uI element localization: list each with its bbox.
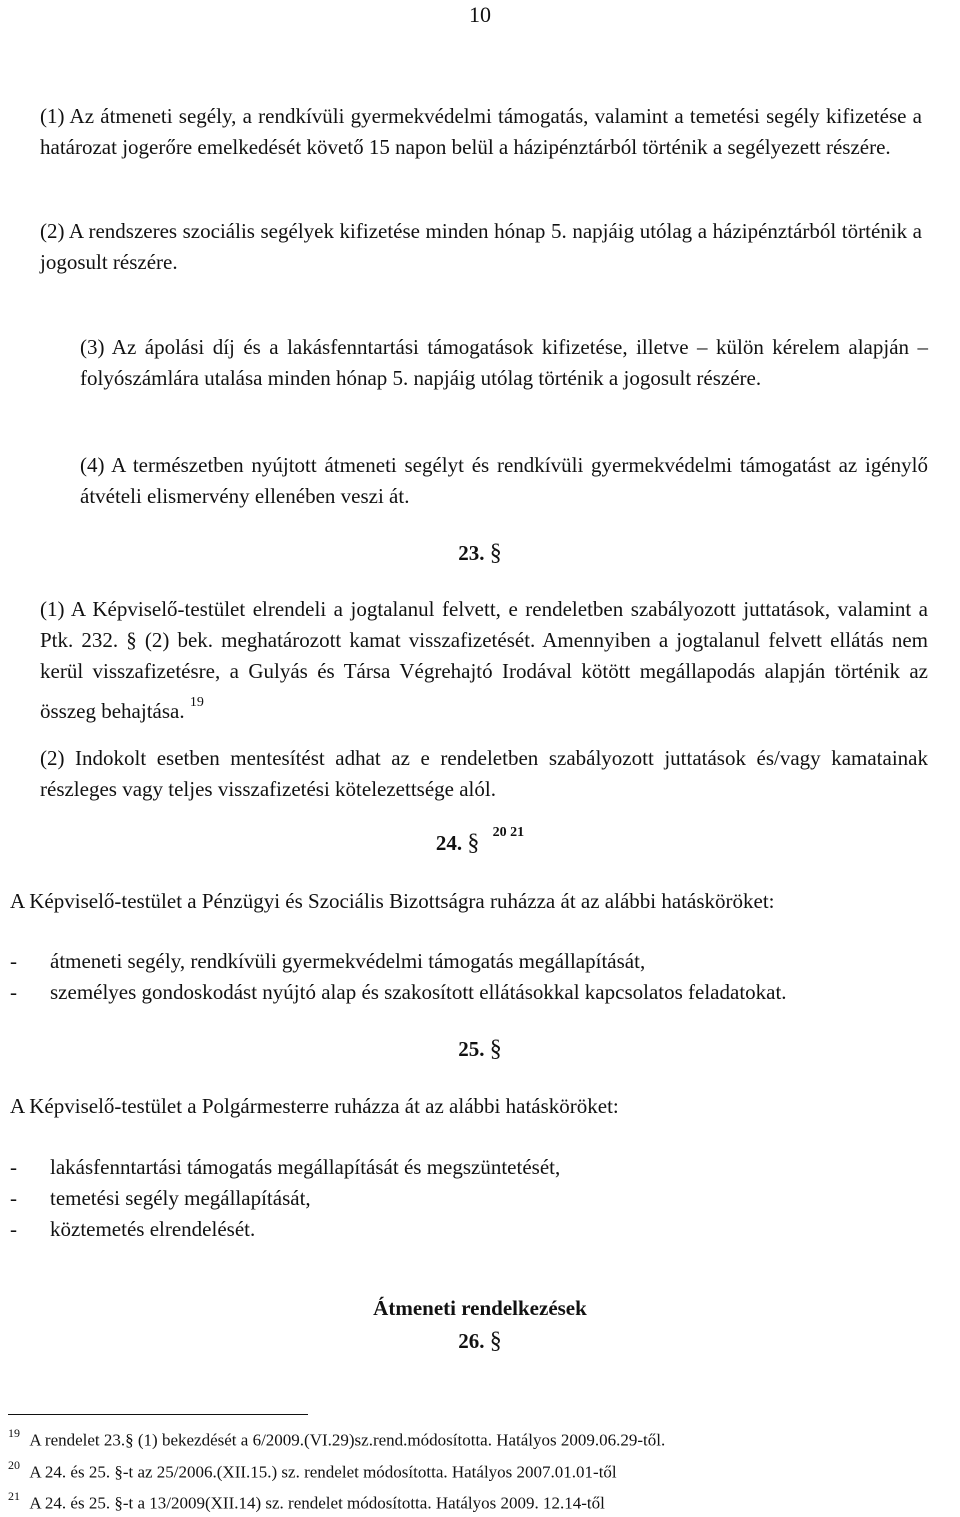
paragraph-22-1: (1) Az átmeneti segély, a rendkívüli gyermekvédelmi támogatás, valamint a temetési segély kifizetése a határozat jogerőre emelkedését követő 15 napon belül a házipénztárból történik a segélyezett részére. [40,104,922,159]
section-26-number: 26. [458,1329,485,1353]
section-25-list [10,1152,950,1245]
paragraph-22-4: (4) A természetben nyújtott átmeneti segélyt és rendkívüli gyermekvédelmi támogatást az igénylő átvételi elismervény ellenében veszi át. [80,453,928,508]
list-item-text: lakásfenntartási támogatás megállapítását és megszüntetését, [50,1155,561,1179]
list-item [10,1214,950,1245]
footnote-20 [8,1454,948,1486]
paragraph-23-2: (2) Indokolt esetben mentesítést adhat az e rendeletben szabályozott juttatások és/vagy kamatainak részleges vagy teljes visszafizetési kötelezettsége alól. [40,746,928,801]
list-item-text: temetési segély megállapítását, [50,1186,311,1210]
bullet-dash: - [10,1186,17,1210]
section-25-intro: A Képviselő-testület a Polgármesterre ruházza át az alábbi hatásköröket: [10,1094,619,1118]
section-23-heading [0,540,960,567]
page-number: 10 [469,2,491,27]
paragraph-23-1-text: (1) A Képviselő-testület elrendeli a jogtalanul felvett, e rendeletben szabályozott juttatások, valamint a Ptk. 232. § (2) bek. meghatározott kamat visszafizetését. Amennyiben a jogtalanul felvett ellátás nem kerül visszafizetésre, a Gulyás és Társa Végrehajtó Irodával kötött megállapodás alapján történik az összeg behajtása. [40,597,928,723]
footnote-text: A 24. és 25. §-t az 25/2006.(XII.15.) sz. rendelet módosította. Hatályos 2007.01.01-től [29,1462,617,1482]
section-24-list [10,946,950,1008]
paragraph-22-2: (2) A rendszeres szociális segélyek kifizetése minden hónap 5. napjáig utólag a házipénztárból történik a jogosult részére. [40,219,922,274]
section-sign: § [489,1328,502,1354]
section-24-heading [0,825,960,857]
section-sign: § [489,1036,502,1062]
footnote-divider [8,1414,308,1415]
footnote-text: A 24. és 25. §-t a 13/2009(XII.14) sz. rendelet módosította. Hatályos 2009. 12.14-től [29,1493,605,1513]
footnote-ref-19[interactable]: 19 [189,695,204,710]
section-26-heading [0,1328,960,1355]
transitional-provisions-title: Átmeneti rendelkezések [373,1296,587,1320]
footnote-text: A rendelet 23.§ (1) bekezdését a 6/2009.(VI.29)sz.rend.módosította. Hatályos 2009.06.29-től. [29,1430,666,1450]
footnote-number: 19 [8,1426,20,1440]
section-25-heading [0,1036,960,1063]
bullet-dash: - [10,1217,17,1241]
footnote-number: 21 [8,1489,20,1504]
footnote-number: 20 [8,1457,20,1472]
section-23-number: 23. [458,541,485,565]
paragraph-23-1 [40,594,928,727]
bullet-dash: - [10,980,17,1004]
list-item-text: átmeneti segély, rendkívüli gyermekvédelmi támogatás megállapítását, [50,949,646,973]
list-item [10,1183,950,1214]
footnote-refs-20-21[interactable]: 20 21 [492,825,525,840]
list-item-text: köztemetés elrendelését. [50,1217,256,1241]
list-item [10,977,950,1008]
list-item-text: személyes gondoskodást nyújtó alap és szakosított ellátásokkal kapcsolatos feladatokat. [50,980,787,1004]
bullet-dash: - [10,949,17,973]
list-item [10,1152,950,1183]
footnote-19 [8,1422,948,1454]
paragraph-22-3: (3) Az ápolási díj és a lakásfenntartási támogatások kifizetése, illetve – külön kérelem alapján – folyószámlára utalása minden hónap 5. napjáig utólag történik a jogosult részére. [80,335,928,390]
footnote-21 [8,1485,948,1517]
list-item [10,946,950,977]
section-24-intro: A Képviselő-testület a Pénzügyi és Szociális Bizottságra ruházza át az alábbi hatásköröket: [10,889,775,913]
bullet-dash: - [10,1155,17,1179]
section-sign: § [467,830,480,856]
section-24-number: 24. [435,831,463,855]
section-25-number: 25. [458,1037,485,1061]
section-sign: § [489,540,502,566]
